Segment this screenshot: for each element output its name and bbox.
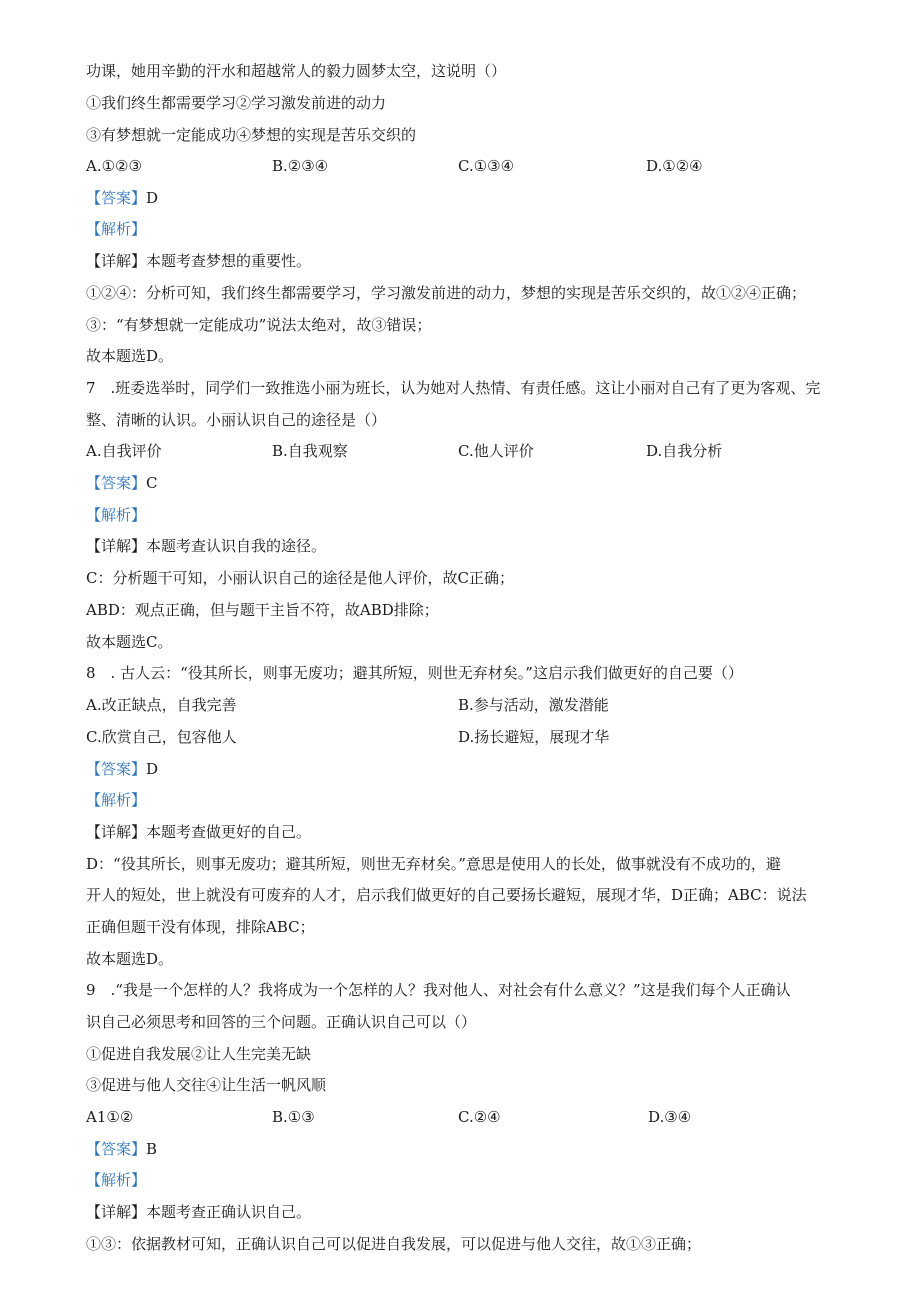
q8-options-row-1 [86, 695, 846, 715]
answer-tag: 【答案】 [86, 474, 147, 492]
q9-statement-2: ③促进与他人交往④让生活一帆风顺 [86, 1076, 327, 1094]
q9-option-a: A1①② [86, 1108, 134, 1126]
q7-stem-1: 7 .班委选举时，同学们一致推选小丽为班长，认为她对人热情、有责任感。这让小丽对自己有了更为客观、完 [86, 379, 821, 397]
q9-answer [86, 1139, 157, 1159]
q7-explain-2: ABD：观点正确，但与题干主旨不符，故ABD排除； [86, 601, 439, 619]
q7-option-c: C.他人评价 [458, 442, 534, 460]
q9-option-b: B.①③ [272, 1108, 315, 1126]
detail-text: 本题考查做更好的自己。 [146, 823, 312, 841]
q9-analysis-tag: 【解析】 [86, 1171, 147, 1189]
q9-statement-1: ①促进自我发展②让人生完美无缺 [86, 1045, 312, 1063]
q9-stem-1: 9 .“我是一个怎样的人？我将成为一个怎样的人？我对他人、对社会有什么意义？”这是我们每个人正确认 [86, 981, 791, 999]
q9-option-d: D.③④ [648, 1108, 692, 1126]
detail-text: 本题考查正确认识自己。 [146, 1203, 312, 1221]
q8-option-d: D.扬长避短，展现才华 [458, 728, 610, 746]
answer-value: D [146, 189, 159, 207]
q7-option-a: A.自我评价 [86, 442, 162, 460]
q6-statement-2: ③有梦想就一定能成功④梦想的实现是苦乐交织的 [86, 126, 417, 144]
q6-statement-1: ①我们终生都需要学习②学习激发前进的动力 [86, 94, 387, 112]
detail-tag: 【详解】 [86, 823, 147, 841]
q8-conclusion: 故本题选D。 [86, 950, 174, 968]
answer-tag: 【答案】 [86, 760, 147, 778]
q8-answer [86, 759, 158, 779]
q7-answer [86, 473, 158, 493]
q7-detail [86, 536, 326, 556]
q6-detail [86, 251, 311, 271]
q9-explain-1: ①③：依据教材可知，正确认识自己可以促进自我发展，可以促进与他人交往，故①③正确； [86, 1235, 702, 1253]
answer-value: C [146, 474, 158, 492]
detail-tag: 【详解】 [86, 537, 147, 555]
q8-stem: 8 . 古人云：“役其所长，则事无废功；避其所短，则世无弃材矣。”这启示我们做更好的自己要（） [86, 664, 743, 682]
q7-options [86, 441, 846, 461]
q6-option-c: C.①③④ [458, 157, 515, 175]
q7-conclusion: 故本题选C。 [86, 633, 173, 651]
q8-detail [86, 822, 311, 842]
q7-explain-1: C：分析题干可知，小丽认识自己的途径是他人评价，故C正确； [86, 569, 514, 587]
answer-tag: 【答案】 [86, 189, 147, 207]
answer-tag: 【答案】 [86, 1140, 147, 1158]
detail-tag: 【详解】 [86, 1203, 147, 1221]
detail-text: 本题考查认识自我的途径。 [146, 537, 327, 555]
q9-option-c: C.②④ [458, 1108, 501, 1126]
q6-conclusion: 故本题选D。 [86, 347, 174, 365]
answer-value: D [146, 760, 159, 778]
q7-stem-2: 整、清晰的认识。小丽认识自己的途径是（） [86, 411, 387, 429]
q8-option-c: C.欣赏自己，包容他人 [86, 728, 237, 746]
q7-analysis-tag: 【解析】 [86, 506, 147, 524]
q8-options-row-2 [86, 727, 846, 747]
q7-option-b: B.自我观察 [272, 442, 348, 460]
answer-value: B [146, 1140, 158, 1158]
q9-stem-2: 识自己必须思考和回答的三个问题。正确认识自己可以（） [86, 1013, 477, 1031]
detail-text: 本题考查梦想的重要性。 [146, 252, 312, 270]
q8-explain-1: D：“役其所长，则事无废功；避其所短，则世无弃材矣。”意思是使用人的长处，做事就没有不成功的，避 [86, 855, 781, 873]
q9-detail [86, 1202, 311, 1222]
q6-option-d: D.①②④ [646, 157, 703, 175]
q6-option-b: B.②③④ [272, 157, 329, 175]
q6-analysis-tag: 【解析】 [86, 220, 147, 238]
q8-option-a: A.改正缺点，自我完善 [86, 696, 237, 714]
detail-tag: 【详解】 [86, 252, 147, 270]
q7-option-d: D.自我分析 [646, 442, 723, 460]
q8-option-b: B.参与活动，激发潜能 [458, 696, 609, 714]
q8-explain-3: 正确但题干没有体现，排除ABC； [86, 918, 315, 936]
q6-stem-tail: 功课，她用辛勤的汗水和超越常人的毅力圆梦太空，这说明（） [86, 62, 507, 80]
q6-option-a: A.①②③ [86, 157, 142, 175]
q6-answer [86, 188, 158, 208]
q9-options [86, 1107, 846, 1127]
q8-explain-2: 开人的短处，世上就没有可废弃的人才，启示我们做更好的自己要扬长避短，展现才华，D正确；ABC：说法 [86, 886, 807, 904]
q8-analysis-tag: 【解析】 [86, 791, 147, 809]
q6-explain-1: ①②④：分析可知，我们终生都需要学习，学习激发前进的动力，梦想的实现是苦乐交织的，故①②④正确； [86, 284, 807, 302]
q6-explain-2: ③：“有梦想就一定能成功”说法太绝对，故③错误； [86, 316, 432, 334]
q6-options [86, 156, 846, 176]
